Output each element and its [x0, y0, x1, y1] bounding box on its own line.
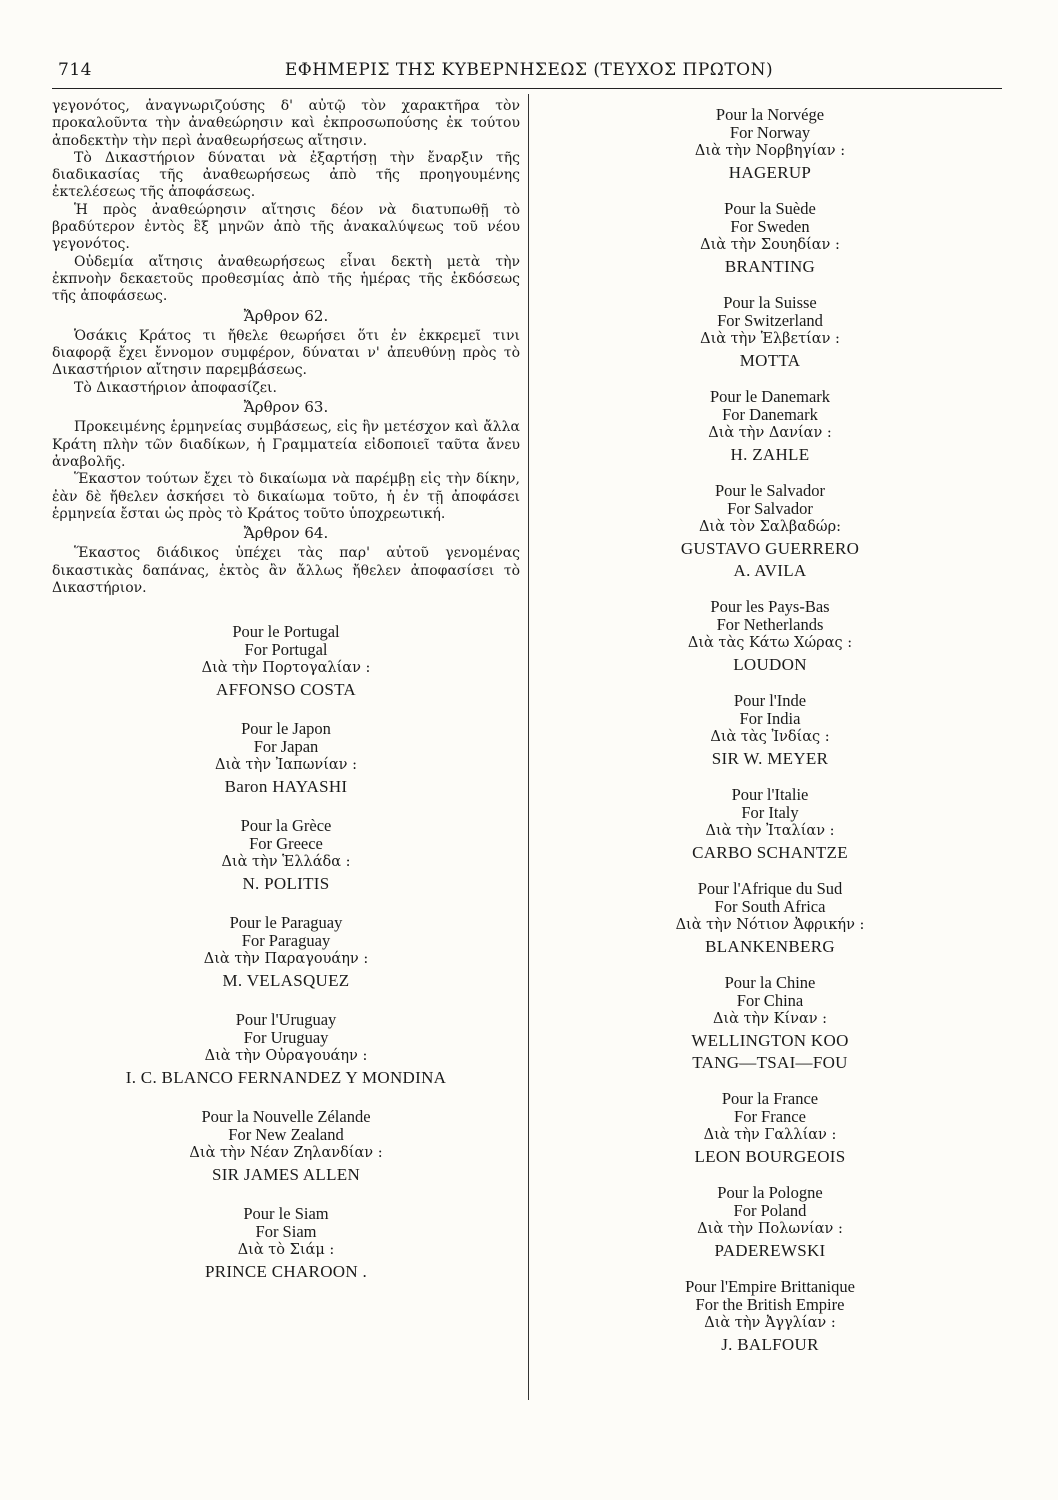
signatory-block — [540, 482, 1000, 581]
signatory-country-french: Pour la Grèce — [240, 816, 332, 836]
signatory-block — [540, 388, 1000, 465]
signatory-country-greek: Διὰ τὴν Νέαν Ζηλανδίαν : — [189, 1145, 383, 1162]
signatory-name: SIR W. MEYER — [711, 749, 829, 768]
signatory-name: I. C. BLANCO FERNANDEZ Y MONDINA — [125, 1068, 447, 1088]
signatory-country-french: Pour la Suisse — [723, 293, 817, 312]
article-heading: Ἄρθρον 64. — [243, 524, 329, 543]
signatory-name: Baron HAYASHI — [224, 777, 348, 797]
signatory-country-greek: Διὰ τὴν Ἰαπωνίαν : — [215, 757, 357, 774]
signatory-country-english: For Uruguay — [243, 1028, 329, 1048]
signatory-country-english: For New Zealand — [228, 1125, 344, 1145]
signatory-country-greek: Διὰ τὴν Ἀγγλίαν : — [704, 1315, 836, 1331]
signatory-name: J. BALFOUR — [721, 1335, 819, 1354]
signatory-block — [540, 692, 1000, 769]
signatory-block — [540, 974, 1000, 1073]
signatory-country-english: For China — [736, 991, 804, 1010]
signatory-country-english: For Siam — [255, 1222, 317, 1242]
signatory-name: LOUDON — [733, 655, 807, 674]
signatory-block — [52, 914, 520, 991]
signatory-country-english: For Salvador — [727, 499, 813, 518]
signatory-country-greek: Διὰ τὴν Παραγουάην : — [203, 951, 369, 968]
signatory-country-greek: Διὰ τὰς Κάτω Χώρας : — [687, 635, 853, 651]
paragraph: Ἡ πρὸς ἀναθεώρησιν αἴτησις δέον νὰ διατυπωθῇ τὸ βραδύτερον ἐντὸς ἓξ μηνῶν ἀπὸ τῆς ἀνακαλύψεως τοῦ νέου γεγονότος. — [52, 201, 520, 253]
signatory-block — [540, 106, 1000, 183]
signatory-country-english: For France — [734, 1107, 806, 1126]
signatory-country-greek: Διὰ τὴν Νορβηγίαν : — [694, 143, 846, 159]
signatory-country-greek: Διὰ τὴν Σουηδίαν : — [700, 237, 840, 253]
signatory-name: LEON BOURGEOIS — [694, 1147, 846, 1166]
paragraph: Τὸ Δικαστήριον ἀποφασίζει. — [74, 379, 277, 396]
signatory-country-english: For Norway — [729, 123, 811, 142]
signatory-country-french: Pour la Suède — [724, 199, 816, 218]
signatory-country-english: For Greece — [249, 834, 323, 854]
signatory-country-english: For Paraguay — [241, 931, 331, 951]
signatory-name: H. ZAHLE — [730, 445, 810, 464]
article-heading: Ἄρθρον 62. — [243, 306, 329, 325]
signatory-block — [52, 1205, 520, 1282]
signatory-name: WELLINGTON KOO — [691, 1031, 849, 1050]
signatory-country-french: Pour la Nouvelle Zélande — [201, 1107, 371, 1127]
signatory-country-greek: Διὰ τὴν Ἑλλάδα : — [221, 854, 351, 871]
signatory-block — [52, 1011, 520, 1088]
paragraph: Οὐδεμία αἴτησις ἀναθεωρήσεως εἶναι δεκτὴ μετὰ τὴν ἐκπνοὴν δεκαετοῦς προθεσμίας ἀπὸ τῆς ἡμέρας τῆς ἐκδόσεως τῆς ἀποφάσεως. — [52, 253, 520, 305]
signatory-country-french: Pour le Salvador — [715, 481, 825, 500]
signatory-country-greek: Διὰ τὸ Σιάμ : — [237, 1242, 335, 1259]
column-divider — [528, 94, 529, 1400]
signatory-country-greek: Διὰ τὴν Ἰταλίαν : — [705, 823, 835, 839]
signatory-country-french: Pour le Paraguay — [229, 913, 343, 933]
signatory-country-french: Pour le Danemark — [709, 387, 831, 406]
signatory-name: MOTTA — [739, 351, 801, 370]
paragraph: Ἕκαστον τούτων ἔχει τὸ δικαίωμα νὰ παρέμβῃ εἰς τὴν δίκην, ἐὰν δὲ ἤθελεν ἀσκήσει τὸ δικαίωμα τοῦτο, ἡ ἐν τῇ ἀποφάσει ἑρμηνεία ἔσται ὡς πρὸς τὸ Κράτος τοῦτο ὑποχρεωτική. — [52, 471, 520, 522]
signatory-country-french: Pour l'Italie — [731, 785, 809, 804]
signatory-country-greek: Διὰ τὴν Πολωνίαν : — [697, 1221, 843, 1237]
signatory-name: N. POLITIS — [242, 874, 330, 894]
signatory-country-english: For Danemark — [722, 405, 818, 424]
signatory-country-greek: Διὰ τὴν Δανίαν : — [708, 425, 832, 441]
signatory-country-greek: Διὰ τὴν Ἑλβετίαν : — [700, 331, 840, 347]
page-title: ΕΦΗΜΕΡΙΣ ΤΗΣ ΚΥΒΕΡΝΗΣΕΩΣ (ΤΕΥΧΟΣ ΠΡΩΤΟΝ) — [284, 60, 774, 80]
signatory-block — [540, 786, 1000, 863]
signatory-name: TANG—TSAI—FOU — [692, 1053, 848, 1072]
signatory-name: HAGERUP — [728, 163, 812, 182]
signatory-name: BRANTING — [724, 257, 816, 276]
signatory-block — [540, 294, 1000, 371]
signatory-name: CARBO SCHANTZE — [692, 843, 848, 862]
signatory-country-english: For Sweden — [730, 217, 810, 236]
signatory-block — [540, 1090, 1000, 1167]
signatory-list — [52, 623, 520, 1282]
right-column — [540, 106, 1000, 1372]
signatory-country-english: For Poland — [733, 1201, 807, 1220]
signatory-country-greek: Διὰ τὴν Πορτογαλίαν : — [201, 660, 371, 677]
page-number: 714 — [58, 60, 92, 80]
signatory-name: BLANKENBERG — [705, 937, 835, 956]
signatory-country-english: For Netherlands — [716, 615, 824, 634]
signatory-country-english: For Japan — [253, 737, 319, 757]
signatory-block — [52, 817, 520, 894]
paragraph: Τὸ Δικαστήριον δύναται νὰ ἐξαρτήσῃ τὴν ἔναρξιν τῆς διαδικασίας τῆς ἀναθεωρήσεως ἀπὸ τῆς προηγουμένης ἐκτελέσεως τῆς ἀποφάσεως. — [52, 149, 520, 201]
paragraph: Προκειμένης ἑρμηνείας συμβάσεως, εἰς ἣν μετέσχον καὶ ἄλλα Κράτη πλὴν τῶν διαδίκων, ἡ Γραμματεία εἰδοποιεῖ ταῦτα ἄνευ ἀναβολῆς. — [52, 419, 520, 470]
header-rule — [52, 88, 1002, 89]
signatory-name: A. AVILA — [733, 561, 807, 580]
signatory-country-greek: Διὰ τὰς Ἰνδίας : — [710, 729, 830, 745]
signatory-block — [540, 1184, 1000, 1261]
signatory-block — [540, 1278, 1000, 1355]
signatory-block — [52, 1108, 520, 1185]
signatory-country-english: For South Africa — [714, 897, 826, 916]
signatory-country-french: Pour le Siam — [243, 1204, 329, 1224]
signatory-name: AFFONSO COSTA — [216, 680, 356, 700]
signatory-name: M. VELASQUEZ — [222, 971, 350, 991]
signatory-country-english: For Portugal — [244, 640, 328, 660]
signatory-block — [52, 623, 520, 700]
signatory-country-french: Pour l'Uruguay — [235, 1010, 337, 1030]
signatory-name: PRINCE CHAROON . — [204, 1262, 368, 1282]
signatory-country-french: Pour l'Empire Brittanique — [685, 1277, 855, 1296]
signatory-country-french: Pour les Pays-Bas — [710, 597, 830, 616]
left-column — [52, 98, 520, 1302]
article-heading: Ἄρθρον 63. — [243, 398, 329, 417]
signatory-country-greek: Διὰ τὴν Νότιον Ἀφρικήν : — [675, 917, 865, 933]
signatory-country-french: Pour la Chine — [724, 973, 816, 992]
signatory-name: PADEREWSKI — [714, 1241, 826, 1260]
signatory-country-greek: Διὰ τὴν Γαλλίαν : — [703, 1127, 837, 1143]
paragraph: γεγονότος, ἀναγνωριζούσης δ' αὐτῷ τὸν χαρακτῆρα τὸν προκαλοῦντα τὴν ἀναθεώρησιν καὶ ἐκπροσωπούσης ἐκ τούτου ἀποδεκτὴν τὴν περὶ ἀναθεωρήσεως αἴτησιν. — [52, 98, 520, 149]
signatory-country-french: Pour le Portugal — [232, 622, 340, 642]
signatory-block — [540, 880, 1000, 957]
paragraph: Ὁσάκις Κράτος τι ἤθελε θεωρήσει ὅτι ἐν ἐκκρεμεῖ τινι διαφορᾷ ἔχει ἔννομον συμφέρον, δύναται ν' ἀπευθύνῃ πρὸς τὸ Δικαστήριον αἴτησιν παρεμβάσεως. — [52, 327, 520, 379]
signatory-block — [52, 720, 520, 797]
signatory-country-french: Pour la Norvége — [715, 105, 825, 124]
signatory-block — [540, 200, 1000, 277]
signatory-country-french: Pour l'Afrique du Sud — [697, 879, 843, 898]
signatory-block — [540, 598, 1000, 675]
signatory-country-english: For India — [739, 709, 801, 728]
signatory-name: SIR JAMES ALLEN — [211, 1165, 361, 1185]
signatory-country-french: Pour le Japon — [241, 719, 331, 739]
signatory-country-greek: Διὰ τὴν Οὐραγουάην : — [204, 1048, 368, 1065]
signatory-country-greek: Διὰ τὸν Σαλβαδώρ: — [698, 519, 842, 535]
signatory-country-english: For Italy — [741, 803, 799, 822]
signatory-country-english: For the British Empire — [695, 1295, 845, 1314]
signatory-country-french: Pour l'Inde — [733, 691, 807, 710]
signatory-country-french: Pour la France — [721, 1089, 819, 1108]
signatory-country-greek: Διὰ τὴν Κίναν : — [712, 1011, 828, 1027]
signatory-name: GUSTAVO GUERRERO — [680, 539, 860, 558]
signatory-country-french: Pour la Pologne — [717, 1183, 823, 1202]
paragraph: Ἕκαστος διάδικος ὑπέχει τὰς παρ' αὐτοῦ γενομένας δικαστικὰς δαπάνας, ἐκτὸς ἂν ἄλλως ἤθελεν ἀποφασίσει τὸ Δικαστήριον. — [52, 545, 520, 597]
signatory-country-english: For Switzerland — [717, 311, 823, 330]
